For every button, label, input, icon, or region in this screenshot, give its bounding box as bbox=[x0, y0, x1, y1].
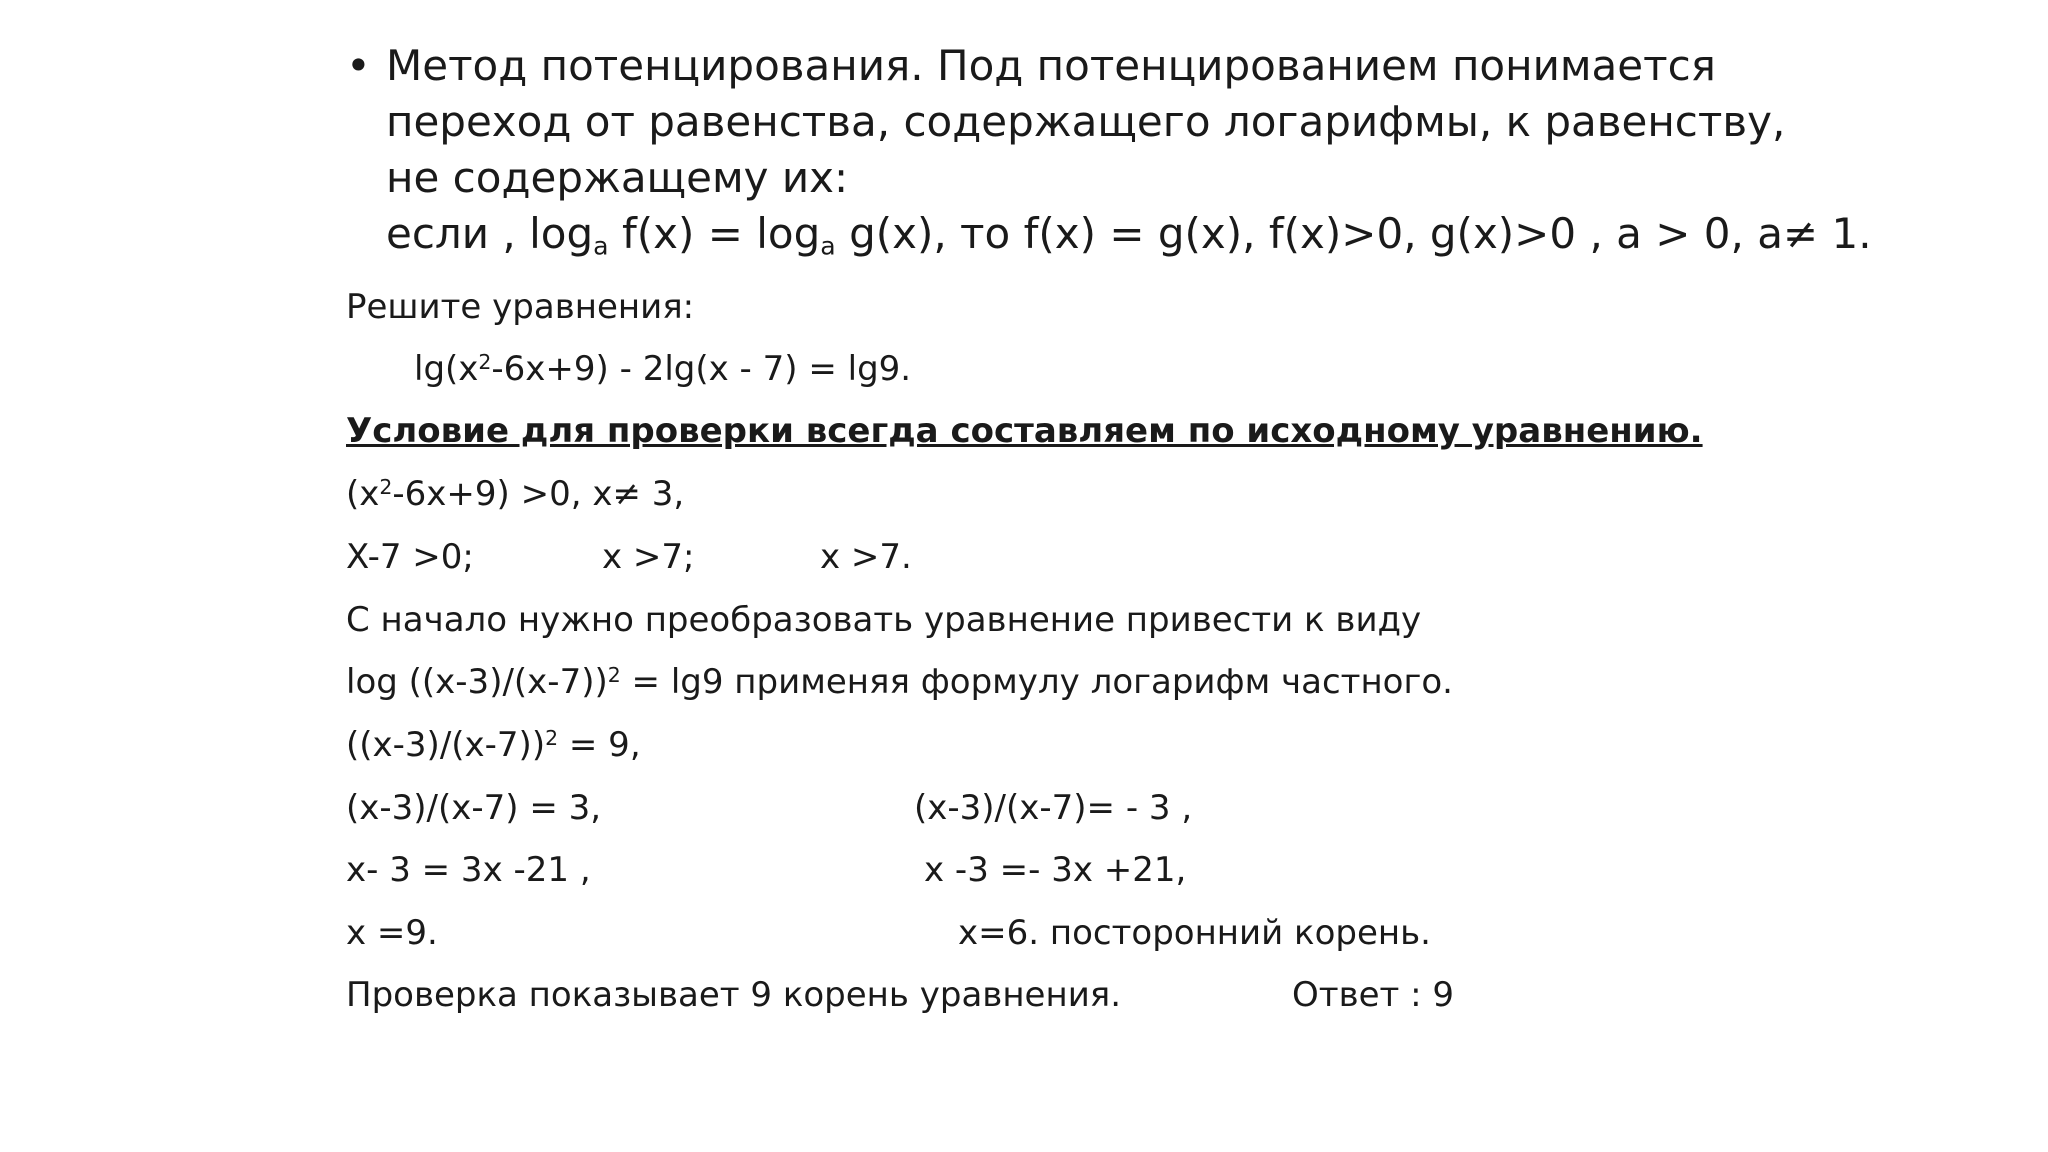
row3-right: x=6. посторонний корень. bbox=[958, 913, 1431, 953]
bullet-line-2: переход от равенства, содержащего логарифмы, к равенству, bbox=[386, 97, 1786, 146]
row2-left: x- 3 = 3x -21 , bbox=[346, 850, 591, 890]
condition-title: Условие для проверки всегда составляем по исходному уравнению. bbox=[346, 411, 1703, 451]
bullet-line-4-c: g(x), то f(x) = g(x), f(x)>0, g(x)>0 , a > 0, a≠ 1. bbox=[835, 209, 1872, 258]
task-eq-a: lg(x bbox=[414, 349, 479, 389]
square-line bbox=[346, 724, 641, 766]
log-base-2: a bbox=[820, 231, 836, 261]
condition-line-2 bbox=[346, 536, 1046, 578]
row2-right: x -3 =- 3x +21, bbox=[924, 850, 1187, 890]
transform-line: С начало нужно преобразовать уравнение привести к виду bbox=[346, 600, 1422, 640]
task-eq-b: -6x+9) - 2lg(x - 7) = lg9. bbox=[491, 349, 912, 389]
bullet-dot: • bbox=[346, 41, 371, 90]
bullet-line-4-b: f(x) = log bbox=[608, 209, 821, 258]
log-line-b: = lg9 применяя формулу логарифм частного. bbox=[620, 662, 1453, 702]
cond1-sup: 2 bbox=[379, 474, 393, 499]
row1-left: (x-3)/(x-7) = 3, bbox=[346, 788, 602, 828]
cond2-col-3: x >7. bbox=[820, 537, 912, 577]
cond2-col-2: x >7; bbox=[602, 537, 695, 577]
task-eq-sup: 2 bbox=[478, 349, 492, 374]
bullet-line-1: Метод потенцирования. Под потенцированием понимается bbox=[386, 41, 1716, 90]
bullet-line-3: не содержащему их: bbox=[386, 153, 849, 202]
log-line bbox=[346, 661, 1453, 703]
square-line-a: ((x-3)/(x-7)) bbox=[346, 725, 546, 765]
solution-row-2 bbox=[346, 849, 1346, 891]
final-answer: Ответ : 9 bbox=[1292, 975, 1455, 1015]
condition-line-1 bbox=[346, 473, 684, 515]
bullet-line-4-a: если , log bbox=[386, 209, 594, 258]
final-row bbox=[346, 974, 1546, 1016]
log-line-a: log ((x-3)/(x-7)) bbox=[346, 662, 608, 702]
final-left: Проверка показывает 9 корень уравнения. bbox=[346, 975, 1122, 1015]
cond1-a: (x bbox=[346, 474, 380, 514]
cond1-b: -6x+9) >0, x≠ 3, bbox=[392, 474, 685, 514]
log-line-sup: 2 bbox=[607, 662, 621, 687]
bullet-line-4 bbox=[386, 206, 1872, 262]
row3-left: x =9. bbox=[346, 913, 438, 953]
bullet-text bbox=[386, 38, 1872, 262]
task-heading: Решите уравнения: bbox=[346, 287, 695, 327]
log-base-1: a bbox=[593, 231, 609, 261]
square-line-b: = 9, bbox=[558, 725, 641, 765]
solution-row-3 bbox=[346, 912, 1446, 954]
task-equation bbox=[414, 348, 911, 390]
solution-row-1 bbox=[346, 787, 1346, 829]
row1-right: (x-3)/(x-7)= - 3 , bbox=[914, 788, 1193, 828]
cond2-col-1: X-7 >0; bbox=[346, 537, 474, 577]
square-line-sup: 2 bbox=[545, 725, 559, 750]
